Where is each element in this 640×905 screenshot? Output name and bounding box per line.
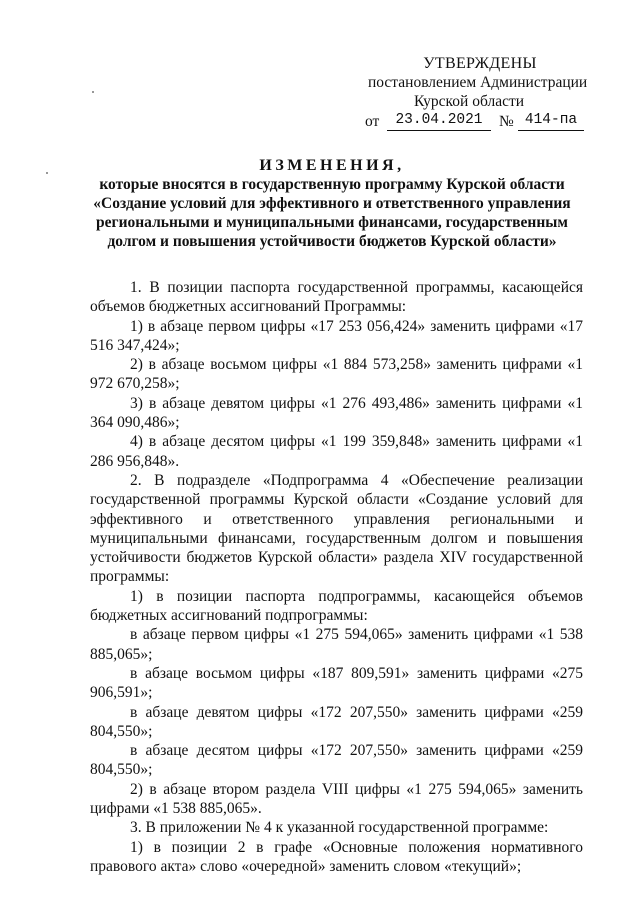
heading-line-4: долгом и повышения устойчивости бюджетов Курской области» [107,233,557,250]
scan-speck [46,172,48,174]
paragraph-2-1-a: в абзаце первом цифры «1 275 594,065» заменить цифрами «1 538 885,065»; [90,626,583,663]
paragraph-1: 1. В позиции паспорта государственной программы, касающейся объемов бюджетных ассигнований Программы: [90,279,583,316]
heading-line-2: «Создание условий для эффективного и ответственного управления [93,195,571,212]
heading-line-3: региональными и муниципальными финансами, государственным [96,214,568,231]
paragraph-2-1-c: в абзаце девятом цифры «172 207,550» заменить цифрами «259 804,550»; [90,703,583,740]
paragraph-2-1-b: в абзаце восьмом цифры «187 809,591» заменить цифрами «275 906,591»; [90,664,583,702]
approval-region: Курской области [414,93,525,110]
document-body [90,278,583,876]
scan-speck [92,91,94,93]
approval-authority: постановлением Администрации [368,74,588,91]
paragraph-1-3: 3) в абзаце девятом цифры «1 276 493,486» заменить цифрами «1 364 090,486»; [90,394,583,432]
approval-number: 414-па [518,111,584,131]
paragraph-1-2: 2) в абзаце восьмом цифры «1 884 573,258» заменить цифрами «1 972 670,258»; [90,356,583,393]
approval-date: 23.04.2021 [387,111,491,131]
paragraph-1-4: 4) в абзаце десятом цифры «1 199 359,848» заменить цифрами «1 286 956,848». [90,433,583,470]
approval-title: УТВЕРЖДЕНЫ [423,55,537,72]
number-prefix: № [499,113,514,130]
paragraph-1-1: 1) в абзаце первом цифры «17 253 056,424» заменить цифрами «17 516 347,424»; [90,317,583,354]
paragraph-2-1: 1) в позиции паспорта подпрограммы, касающейся объемов бюджетных ассигнований подпрограммы: [90,587,583,625]
paragraph-2-1-d: в абзаце десятом цифры «172 207,550» заменить цифрами «259 804,550»; [90,742,583,779]
heading-title: ИЗМЕНЕНИЯ, [259,157,405,174]
date-prefix: от [365,113,380,130]
paragraph-2: 2. В подразделе «Подпрограмма 4 «Обеспечение реализации государственной программы Курской области «Создание условий для эффективного и ответственного управления региональными и муниципальными финансами, государственным долгом и повышения устойчивости бюджетов Курской области» раздела XIV государственной программы: [90,471,583,586]
approval-block [360,54,600,132]
paragraph-3-1: 1) в позиции 2 в графе «Основные положения нормативного правового акта» слово «очередной» заменить словом «текущий»; [90,838,583,875]
document-heading [88,156,576,251]
approval-date-line [360,112,600,132]
heading-line-1: которые вносятся в государственную программу Курской области [99,176,565,193]
paragraph-3: 3. В приложении № 4 к указанной государственной программе: [130,819,549,837]
paragraph-2-2: 2) в абзаце втором раздела VIII цифры «1 275 594,065» заменить цифрами «1 538 885,065». [90,780,583,818]
